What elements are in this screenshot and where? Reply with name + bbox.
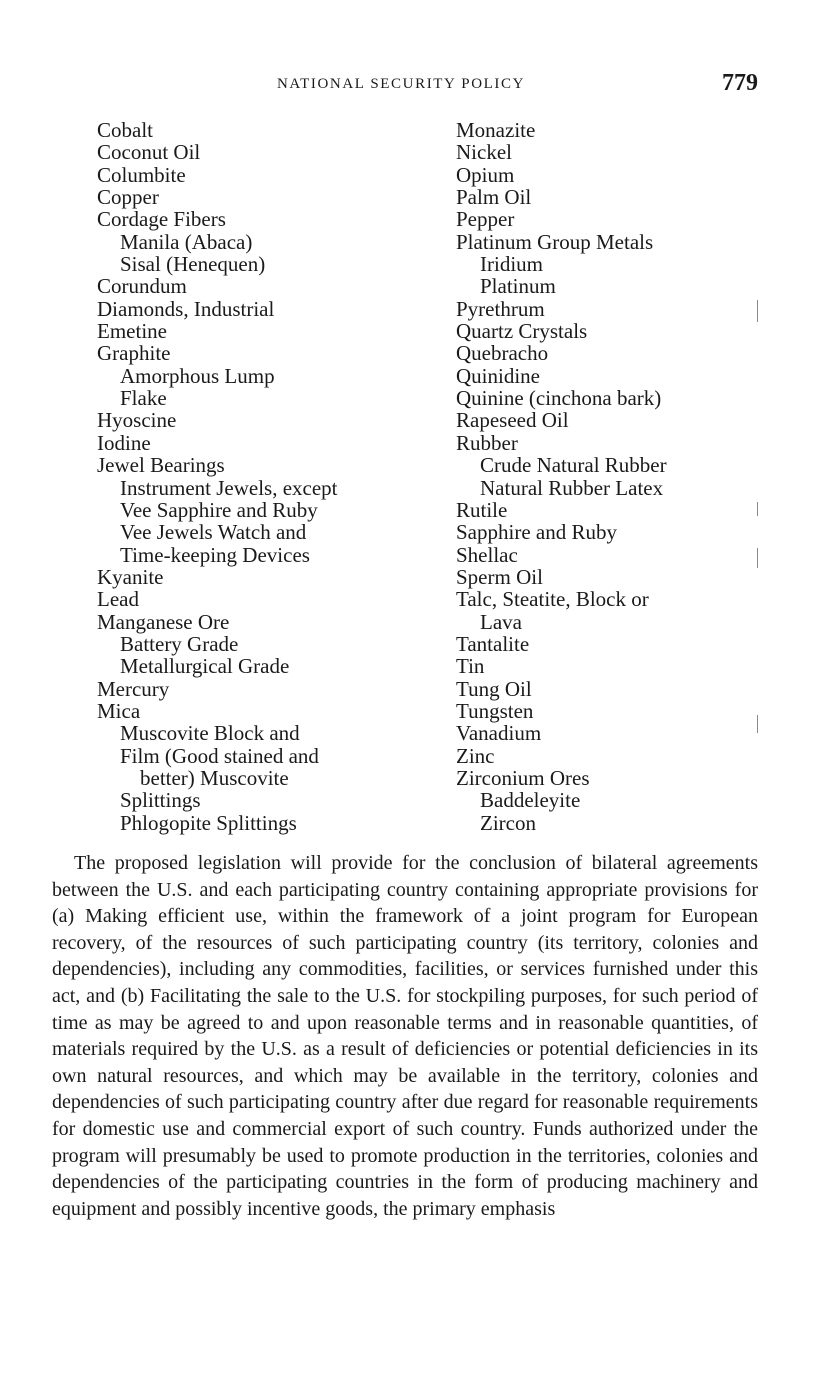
material-item: Sisal (Henequen) <box>120 252 266 277</box>
materials-list-right <box>456 119 756 834</box>
material-item: Mica <box>97 698 141 723</box>
material-item: Vanadium <box>456 721 542 746</box>
materials-list-left <box>97 119 427 834</box>
material-item: Opium <box>456 162 515 187</box>
material-item: Tungsten <box>456 698 534 723</box>
material-item: Sapphire and Ruby <box>456 520 617 545</box>
material-item: Phlogopite Splittings <box>120 810 297 835</box>
material-item: Zirconium Ores <box>456 765 590 790</box>
material-item: Platinum Group Metals <box>456 229 654 254</box>
material-item: Splittings <box>120 788 201 813</box>
material-item: Lead <box>97 587 139 612</box>
scan-artifact <box>757 300 758 322</box>
material-item: Corundum <box>97 274 187 299</box>
running-head: NATIONAL SECURITY POLICY <box>276 76 526 92</box>
material-item: Platinum <box>480 274 556 299</box>
material-item: Tin <box>456 654 485 679</box>
material-item: Lava <box>480 609 522 634</box>
material-item: Flake <box>120 386 167 411</box>
material-item: Cobalt <box>97 118 153 142</box>
material-item: Natural Rubber Latex <box>480 475 664 500</box>
material-item: Muscovite Block and <box>120 721 300 746</box>
material-item: Shellac <box>456 542 518 567</box>
material-item: Nickel <box>456 140 512 165</box>
material-item: Mercury <box>97 676 170 701</box>
material-item: Zinc <box>456 743 495 768</box>
material-item: Instrument Jewels, except <box>120 475 338 500</box>
material-item: Pyrethrum <box>456 296 545 321</box>
material-item: Time-keeping Devices <box>120 542 310 567</box>
material-item: Crude Natural Rubber <box>480 453 667 478</box>
scan-artifact <box>757 715 758 733</box>
material-item: Manganese Ore <box>97 609 230 634</box>
material-item: Quebracho <box>456 341 549 366</box>
material-item: Vee Jewels Watch and <box>120 520 307 545</box>
page-number: 779 <box>722 70 758 96</box>
material-item: better) Muscovite <box>140 765 289 790</box>
material-item: Metallurgical Grade <box>120 654 290 679</box>
material-item: Sperm Oil <box>456 564 543 589</box>
material-item: Talc, Steatite, Block or <box>456 587 649 612</box>
material-item: Quinidine <box>456 363 540 388</box>
scan-artifact <box>757 502 758 516</box>
material-item: Columbite <box>97 162 186 187</box>
page-header <box>96 70 758 100</box>
material-item: Tantalite <box>456 631 530 656</box>
material-item: Quinine (cinchona bark) <box>456 386 662 411</box>
material-item: Iodine <box>97 430 151 455</box>
material-item: Baddeleyite <box>480 788 581 813</box>
body-paragraph: The proposed legislation will provide for the conclusion of bilateral agreements between the U.S. and each participating country containing appropriate provisions for (a) Making efficient use, within the framework of a joint program for European recovery, of the resources of such participating country (its territory, colonies and dependencies), including any commodities, facilities, or services furnished under this act, and (b) Facilitating the sale to the U.S. for stockpiling purposes, for such period of time as may be agreed to and upon reasonable terms and in reasonable quantities, of materials required by the U.S. as a result of deficiencies or potential deficiencies in its own natural resources, and which may be available in the territory, colonies and dependencies of such participating country after due regard for reasonable requirements for domestic use and commercial export of such country. Funds authorized under the program will presumably be used to promote production in the territories, colonies and dependencies of the participating countries in the form of producing machinery and equipment and possibly incentive goods, the primary emphasis <box>52 852 758 1220</box>
material-item: Graphite <box>97 341 171 366</box>
material-item: Emetine <box>97 319 167 344</box>
material-item: Manila (Abaca) <box>120 229 253 254</box>
material-item: Quartz Crystals <box>456 319 588 344</box>
material-item: Palm Oil <box>456 185 532 210</box>
material-item: Coconut Oil <box>97 140 201 165</box>
material-item: Cordage Fibers <box>97 207 226 232</box>
material-item: Iridium <box>480 252 543 277</box>
material-item: Pepper <box>456 207 515 232</box>
material-item: Jewel Bearings <box>97 453 225 478</box>
material-item: Vee Sapphire and Ruby <box>120 497 318 522</box>
material-item: Film (Good stained and <box>120 743 319 768</box>
material-item: Amorphous Lump <box>120 363 275 388</box>
material-item: Tung Oil <box>456 676 532 701</box>
scan-artifact <box>757 548 758 568</box>
material-item: Zircon <box>480 810 536 835</box>
material-item: Battery Grade <box>120 631 239 656</box>
material-item: Rutile <box>456 497 508 522</box>
material-item: Monazite <box>456 118 536 142</box>
material-item: Rubber <box>456 430 518 455</box>
material-item: Copper <box>97 185 159 210</box>
material-item: Diamonds, Industrial <box>97 296 275 321</box>
material-item: Kyanite <box>97 564 164 589</box>
material-item: Rapeseed Oil <box>456 408 569 433</box>
material-item: Hyoscine <box>97 408 177 433</box>
